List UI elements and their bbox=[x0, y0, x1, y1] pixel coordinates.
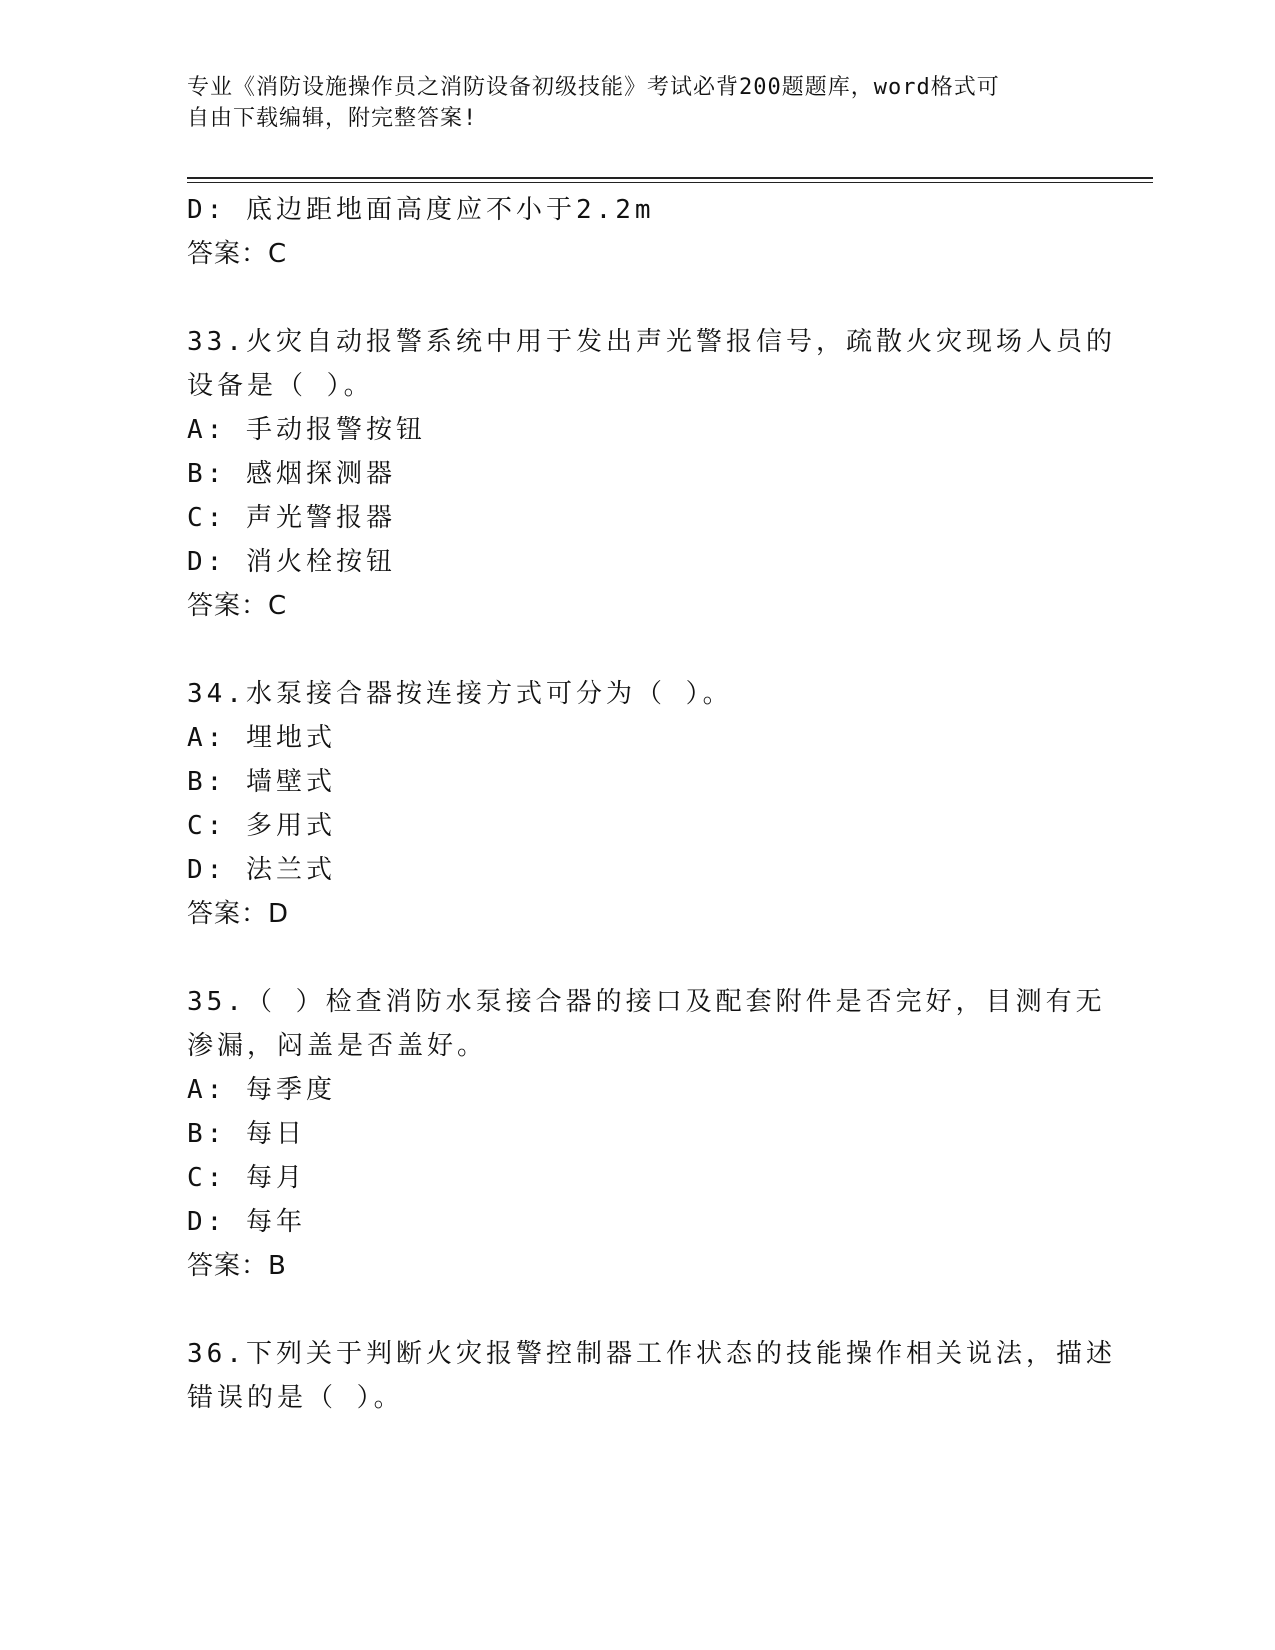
q33-stem-line-1: 33.火灾自动报警系统中用于发出声光警报信号，疏散火灾现场人员的 bbox=[187, 327, 1116, 357]
prev-option-d: D: 底边距地面高度应不小于2.2m bbox=[187, 195, 655, 225]
q34-answer: 答案：D bbox=[187, 899, 290, 929]
q34-option-d: D: 法兰式 bbox=[187, 855, 336, 885]
header-line-2: 自由下载编辑，附完整答案! bbox=[187, 106, 478, 131]
q35-stem-line-2: 渗漏，闷盖是否盖好。 bbox=[187, 1031, 488, 1061]
prev-answer: 答案：C bbox=[187, 239, 288, 269]
q33-answer: 答案：C bbox=[187, 591, 288, 621]
header-rule-thick bbox=[187, 177, 1153, 179]
q34-option-a: A: 埋地式 bbox=[187, 723, 336, 753]
q33-option-c: C: 声光警报器 bbox=[187, 503, 396, 533]
header-line-1: 专业《消防设施操作员之消防设备初级技能》考试必背200题题库，word格式可 bbox=[187, 75, 1000, 100]
q35-answer: 答案：B bbox=[187, 1251, 287, 1281]
q36-stem-line-2: 错误的是（ ）。 bbox=[187, 1383, 404, 1413]
q35-stem-line-1: 35.（ ）检查消防水泵接合器的接口及配套附件是否完好，目测有无 bbox=[187, 987, 1106, 1017]
q35-option-b: B: 每日 bbox=[187, 1119, 306, 1149]
q33-option-d: D: 消火栓按钮 bbox=[187, 547, 396, 577]
q33-option-a: A: 手动报警按钮 bbox=[187, 415, 426, 445]
q34-option-b: B: 墙壁式 bbox=[187, 767, 336, 797]
q34-option-c: C: 多用式 bbox=[187, 811, 336, 841]
q35-option-c: C: 每月 bbox=[187, 1163, 306, 1193]
q33-stem-line-2: 设备是（ ）。 bbox=[187, 371, 374, 401]
q34-stem-line-1: 34.水泵接合器按连接方式可分为（ ）。 bbox=[187, 679, 733, 709]
q33-option-b: B: 感烟探测器 bbox=[187, 459, 396, 489]
document-header bbox=[187, 72, 1087, 134]
q35-option-a: A: 每季度 bbox=[187, 1075, 336, 1105]
q35-option-d: D: 每年 bbox=[187, 1207, 306, 1237]
header-rule-thin bbox=[187, 182, 1153, 183]
q36-stem-line-1: 36.下列关于判断火灾报警控制器工作状态的技能操作相关说法，描述 bbox=[187, 1339, 1116, 1369]
